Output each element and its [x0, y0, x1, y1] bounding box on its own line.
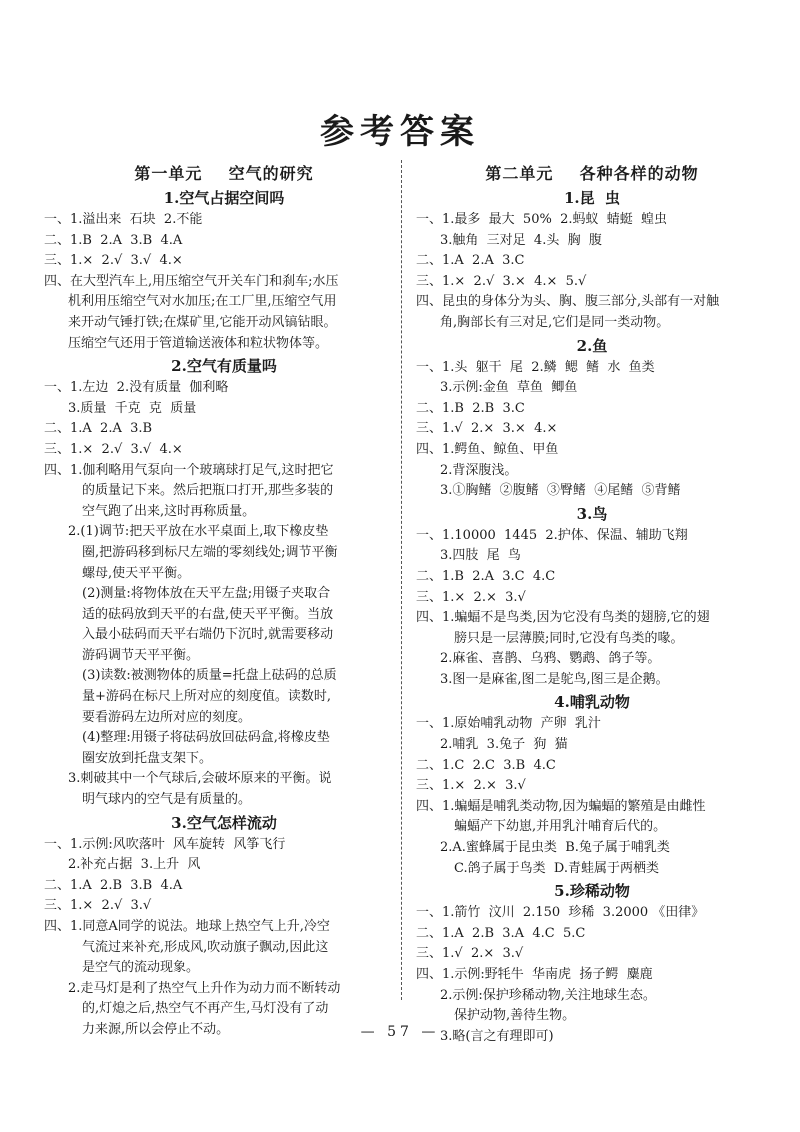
answer-line: 2.示例:保护珍稀动物,关注地球生态。 — [440, 987, 656, 1003]
answer-line: (3)读数:被测物体的质量=托盘上砝码的总质 — [82, 668, 337, 684]
answer-line: 四、1.鳄鱼、鲸鱼、甲鱼 — [416, 441, 559, 457]
answer-line: 圈,把游码移到标尺左端的零刻线处;调节平衡 — [82, 544, 338, 560]
left-column — [44, 162, 404, 1041]
section-title: 3.空气怎样流动 — [171, 813, 277, 832]
answer-line: 力来源,所以会停止不动。 — [82, 1021, 230, 1037]
answer-line: 角,胸部长有三对足,它们是同一类动物。 — [440, 314, 670, 330]
answer-line: 三、1.√ 2.× 3.√ — [416, 946, 524, 962]
answer-line: 二、1.A 2.A 3.C — [416, 253, 525, 269]
page-title: 参考答案 — [320, 112, 480, 152]
answer-line: 三、1.× 2.× 3.√ — [416, 589, 526, 605]
answer-line: 三、1.× 2.√ 3.× 4.× 5.√ — [416, 273, 587, 289]
answer-line: 一、1.头 躯干 尾 2.鳞 鳃 鳍 水 鱼类 — [416, 359, 655, 375]
answer-line: 三、1.√ 2.× 3.× 4.× — [416, 421, 558, 437]
answer-line: 入最小砝码而天平右端仍下沉时,就需要移动 — [82, 627, 334, 643]
section-title: 2.鱼 — [576, 336, 608, 355]
unit-title-2: 第二单元 各种各样的动物 — [485, 164, 699, 183]
answer-line: 3.①胸鳍 ②腹鳍 ③臀鳍 ④尾鳍 ⑤背鳍 — [440, 483, 681, 499]
unit-title-1: 第一单元 空气的研究 — [134, 164, 314, 183]
answer-line: 一、1.左边 2.没有质量 伽利略 — [44, 380, 229, 396]
answer-line: 2.A.蜜蜂属于昆虫类 B.兔子属于哺乳类 — [440, 840, 670, 856]
answer-line: (4)整理:用镊子将砝码放回砝码盒,将橡皮垫 — [82, 730, 330, 746]
answer-line: 要看游码左边所对应的刻度。 — [82, 709, 252, 725]
section-title: 3.鸟 — [576, 504, 608, 523]
answer-line: 二、1.B 2.A 3.C 4.C — [416, 568, 556, 584]
answer-line: 2.(1)调节:把天平放在水平桌面上,取下橡皮垫 — [68, 524, 329, 540]
answer-line: 蝙蝠产下幼崽,并用乳汁哺育后代的。 — [454, 819, 667, 835]
answer-line: 3.示例:金鱼 草鱼 鲫鱼 — [440, 380, 578, 396]
answer-line: 一、1.箭竹 汶川 2.150 珍稀 3.2000 《田律》 — [416, 905, 705, 921]
answer-line: 四、1.伽利略用气泵向一个玻璃球打足气,这时把它 — [44, 462, 334, 478]
answer-line: 三、1.× 2.× 3.√ — [416, 778, 526, 794]
answer-line: 三、1.× 2.√ 3.√ — [44, 898, 152, 914]
answer-line: 二、1.A 2.A 3.B — [44, 421, 153, 437]
answer-line: 圈安放到托盘支架下。 — [82, 750, 213, 766]
answer-line: 3.质量 千克 克 质量 — [68, 400, 197, 416]
answer-line: 2.补充占据 3.上升 风 — [68, 857, 201, 873]
answer-line: 一、1.溢出来 石块 2.不能 — [44, 212, 203, 227]
answer-line: 2.麻雀、喜鹊、乌鸦、鹦鹉、鸽子等。 — [440, 651, 661, 667]
section-title: 5.珍稀动物 — [554, 882, 630, 901]
answer-line: 四、1.蝙蝠不是鸟类,因为它没有鸟类的翅膀,它的翅 — [416, 610, 710, 626]
answer-line: 来开动气锤打铁;在煤矿里,它能开动风镐钻眼。 — [68, 314, 337, 330]
answer-line: 膀只是一层薄膜;同时,它没有鸟类的喙。 — [454, 630, 684, 646]
page-number: — 57 — — [360, 1024, 440, 1040]
answer-line: 2.背深腹浅。 — [440, 462, 518, 478]
answer-line: 一、1.10000 1445 2.护体、保温、辅助飞翔 — [416, 527, 688, 543]
answer-line: 是空气的流动现象。 — [82, 960, 200, 976]
answer-line: 机利用压缩空气对水加压;在工厂里,压缩空气用 — [68, 294, 337, 310]
section-title: 1.昆 虫 — [563, 189, 621, 207]
answer-line: 3.略(言之有理即可) — [440, 1028, 554, 1044]
answer-line: C.鸽子属于鸟类 D.青蛙属于两栖类 — [454, 860, 659, 876]
answer-line: 3.图一是麻雀,图二是鸵鸟,图三是企鹅。 — [440, 671, 669, 687]
answer-line: 螺母,使天平平衡。 — [82, 565, 191, 581]
answer-line: 四、在大型汽车上,用压缩空气开关车门和刹车;水压 — [44, 273, 339, 289]
answer-line: 二、1.A 2.B 3.B 4.A — [44, 877, 183, 893]
right-column — [416, 162, 768, 1047]
answer-line: 一、1.最多 最大 50% 2.蚂蚁 蜻蜓 蝗虫 — [416, 212, 668, 227]
answer-line: (2)测量:将物体放在天平左盘;用镊子夹取合 — [82, 586, 331, 602]
section-title: 2.空气有质量吗 — [171, 357, 277, 376]
answer-line: 的,灯熄之后,热空气不再产生,马灯没有了动 — [82, 1001, 329, 1017]
answer-line: 四、昆虫的身体分为头、胸、腹三部分,头部有一对触 — [416, 294, 720, 310]
answer-line: 二、1.A 2.B 3.A 4.C 5.C — [416, 925, 586, 941]
section-title: 1.空气占据空间吗 — [163, 189, 285, 207]
column-divider — [401, 160, 402, 1000]
answer-line: 3.四肢 尾 鸟 — [440, 548, 521, 564]
answer-line: 三、1.× 2.√ 3.√ 4.× — [44, 253, 183, 269]
answer-line: 适的砝码放到天平的右盘,使天平平衡。当放 — [82, 606, 334, 622]
answer-line: 四、1.同意A同学的说法。地球上热空气上升,冷空 — [44, 919, 330, 934]
answer-line: 三、1.× 2.√ 3.√ 4.× — [44, 441, 183, 457]
answer-line: 一、1.原始哺乳动物 产卵 乳汁 — [416, 716, 601, 732]
answer-line: 一、1.示例:风吹落叶 风车旋转 风筝飞行 — [44, 836, 286, 852]
answer-line: 明气球内的空气是有质量的。 — [82, 792, 252, 808]
section-title: 4.哺乳动物 — [554, 693, 630, 712]
answer-line: 二、1.C 2.C 3.B 4.C — [416, 757, 556, 773]
answer-line: 气流过来补充,形成风,吹动旗子飘动,因此这 — [82, 939, 329, 955]
answer-line: 压缩空气还用于管道输送液体和粒状物体等。 — [68, 335, 329, 351]
answer-line: 2.哺乳 3.兔子 狗 猫 — [440, 737, 568, 753]
answer-line: 量+游码在标尺上所对应的刻度值。读数时, — [82, 689, 332, 705]
answer-line: 3.触角 三对足 4.头 胸 腹 — [440, 232, 602, 248]
answer-line: 四、1.示例:野牦牛 华南虎 扬子鳄 麋鹿 — [416, 967, 653, 982]
answer-line: 保护动物,善待生物。 — [454, 1008, 576, 1024]
answer-line: 二、1.B 2.A 3.B 4.A — [44, 232, 183, 248]
answer-line: 二、1.B 2.B 3.C — [416, 400, 525, 416]
answer-line: 的质量记下来。然后把瓶口打开,那些多装的 — [82, 483, 334, 499]
answer-line: 空气跑了出来,这时再称质量。 — [82, 503, 256, 519]
answer-line: 游码调节天平平衡。 — [82, 647, 200, 663]
answer-line: 四、1.蝙蝠是哺乳类动物,因为蝙蝠的繁殖是由雌性 — [416, 798, 706, 814]
answer-line: 2.走马灯是利了热空气上升作为动力而不断转动 — [68, 980, 341, 996]
answer-line: 3.刺破其中一个气球后,会破坏原来的平衡。说 — [68, 771, 332, 787]
